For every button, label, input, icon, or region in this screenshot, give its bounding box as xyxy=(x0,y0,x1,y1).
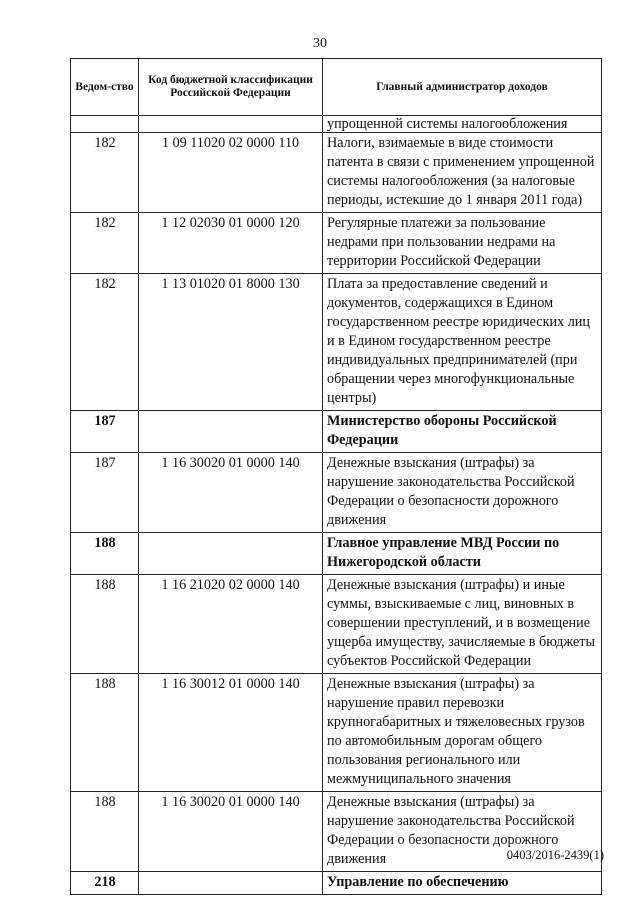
cell-vedomstvo: 218 xyxy=(71,872,139,895)
cell-vedomstvo: 188 xyxy=(71,792,139,872)
revenue-administrators-table-container xyxy=(70,58,601,895)
cell-administrator-name: Министерство обороны Российской Федерации xyxy=(323,411,602,453)
cell-vedomstvo: 188 xyxy=(71,575,139,674)
cell-vedomstvo xyxy=(71,116,139,133)
cell-administrator-name: Денежные взыскания (штрафы) за нарушение законодательства Российской Федерации о безопасности дорожного движения xyxy=(323,792,602,872)
cell-administrator-name: Денежные взыскания (штрафы) за нарушение правил перевозки крупногабаритных и тяжеловесных грузов по автомобильным дорогам общего пользования регионального или межмуниципального значения xyxy=(323,674,602,792)
table-row xyxy=(71,674,602,792)
document-code: 0403/2016-2439(1) xyxy=(506,848,604,862)
table-row xyxy=(71,213,602,274)
table-row xyxy=(71,575,602,674)
cell-budget-code: 1 09 11020 02 0000 110 xyxy=(139,133,323,213)
cell-administrator-name: Налоги, взимаемые в виде стоимости патента в связи с применением упрощенной системы налогообложения (за налоговые периоды, истекшие до 1 января 2011 года) xyxy=(323,133,602,213)
revenue-administrators-table xyxy=(70,58,602,895)
cell-administrator-name: Плата за предоставление сведений и документов, содержащихся в Едином государственном реестре юридических лиц и в Едином государственном реестре индивидуальных предпринимателей (при обращении через многофункциональные центры) xyxy=(323,274,602,411)
cell-vedomstvo: 187 xyxy=(71,411,139,453)
cell-administrator-name: Регулярные платежи за пользование недрами при пользовании недрами на территории Российской Федерации xyxy=(323,213,602,274)
cell-budget-code: 1 16 30012 01 0000 140 xyxy=(139,674,323,792)
table-row xyxy=(71,274,602,411)
cell-budget-code: 1 12 02030 01 0000 120 xyxy=(139,213,323,274)
table-header-row xyxy=(71,59,602,116)
cell-administrator-name: Управление по обеспечению xyxy=(323,872,602,895)
cell-budget-code xyxy=(139,872,323,895)
header-administrator: Главный администратор доходов xyxy=(323,59,602,116)
cell-budget-code: 1 16 21020 02 0000 140 xyxy=(139,575,323,674)
header-vedomstvo: Ведом-ство xyxy=(71,59,139,116)
cell-vedomstvo: 182 xyxy=(71,274,139,411)
cell-vedomstvo: 182 xyxy=(71,213,139,274)
cell-administrator-name: Главное управление МВД России по Нижегородской области xyxy=(323,533,602,575)
header-budget-code: Код бюджетной классификации Российской Федерации xyxy=(139,59,323,116)
cell-vedomstvo: 187 xyxy=(71,453,139,533)
cell-budget-code xyxy=(139,411,323,453)
cell-administrator-name: Денежные взыскания (штрафы) за нарушение законодательства Российской Федерации о безопасности дорожного движения xyxy=(323,453,602,533)
cell-budget-code: 1 16 30020 01 0000 140 xyxy=(139,792,323,872)
cell-administrator-name: Денежные взыскания (штрафы) и иные суммы, взыскиваемые с лиц, виновных в совершении преступлений, и в возмещение ущерба имуществу, зачисляемые в бюджеты субъектов Российской Федерации xyxy=(323,575,602,674)
table-body xyxy=(71,116,602,895)
table-row xyxy=(71,116,602,133)
cell-vedomstvo: 188 xyxy=(71,674,139,792)
cell-administrator-name: упрощенной системы налогообложения xyxy=(323,116,602,133)
cell-budget-code xyxy=(139,533,323,575)
table-row xyxy=(71,533,602,575)
cell-vedomstvo: 182 xyxy=(71,133,139,213)
table-row xyxy=(71,453,602,533)
table-row xyxy=(71,133,602,213)
cell-budget-code: 1 13 01020 01 8000 130 xyxy=(139,274,323,411)
cell-budget-code xyxy=(139,116,323,133)
cell-budget-code: 1 16 30020 01 0000 140 xyxy=(139,453,323,533)
table-row xyxy=(71,872,602,895)
page-number: 30 xyxy=(313,36,327,51)
cell-vedomstvo: 188 xyxy=(71,533,139,575)
table-row xyxy=(71,411,602,453)
